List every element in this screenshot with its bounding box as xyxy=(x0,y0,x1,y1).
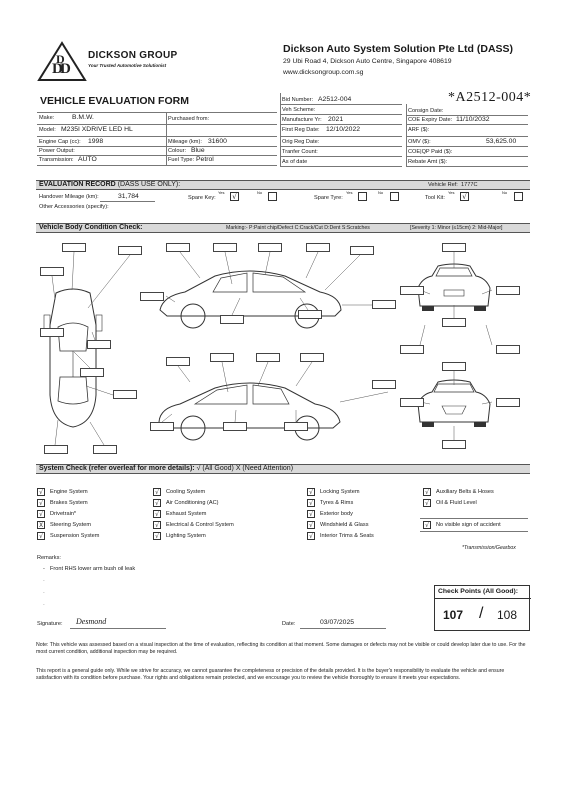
damage-box[interactable] xyxy=(496,345,520,354)
steering-system-checkbox[interactable]: X xyxy=(38,522,44,529)
spare-key-yes-checkbox[interactable]: √ xyxy=(230,192,239,201)
drivetrain-label: Drivetrain* xyxy=(50,511,77,517)
exterior-body-label: Exterior body xyxy=(320,511,353,517)
air-conditioning-label: Air Conditioning (AC) xyxy=(166,500,219,506)
fuel-label: Fuel Type: xyxy=(168,157,195,163)
check-points-good: 107 xyxy=(443,608,464,622)
check-points-total: 108 xyxy=(497,608,518,622)
bid-value: A2512-004 xyxy=(318,96,352,103)
damage-box[interactable] xyxy=(258,243,282,252)
grid-line xyxy=(420,518,528,519)
damage-box[interactable] xyxy=(256,353,280,362)
colour-value: Blue xyxy=(191,147,205,154)
interior-trims-label: Interior Trims & Seats xyxy=(320,533,374,539)
damage-box[interactable] xyxy=(496,398,520,407)
tool-kit-no-label: No xyxy=(502,190,508,195)
damage-box[interactable] xyxy=(118,246,142,255)
damage-box[interactable] xyxy=(442,362,466,371)
suspension-system-label: Suspension System xyxy=(50,533,100,539)
coe-expiry-value: 11/10/2032 xyxy=(456,116,490,123)
as-of-label: As of date xyxy=(282,159,308,165)
make-value: B.M.W. xyxy=(72,114,94,121)
date-value: 03/07/2025 xyxy=(320,619,355,626)
company-address: 29 Ubi Road 4, Dickson Auto Centre, Singapore 408619 xyxy=(283,58,452,65)
damage-box[interactable] xyxy=(40,267,64,276)
electrical-system-checkbox[interactable]: √ xyxy=(153,521,161,529)
bid-label: Bid Number: xyxy=(282,97,314,103)
damage-box[interactable] xyxy=(223,422,247,431)
damage-box[interactable] xyxy=(372,380,396,389)
brakes-system-checkbox[interactable]: √ xyxy=(37,499,45,507)
orig-reg-label: Orig Reg Date: xyxy=(282,139,320,145)
damage-box[interactable] xyxy=(442,440,466,449)
damage-box[interactable] xyxy=(93,445,117,454)
damage-box[interactable] xyxy=(150,422,174,431)
oil-fluid-checkbox[interactable]: √ xyxy=(423,499,431,507)
company-name: Dickson Auto System Solution Pte Ltd (DASS) xyxy=(283,43,514,55)
damage-box[interactable] xyxy=(350,246,374,255)
system-check-title: System Check (refer overleaf for more details): √ (All Good) X (Need Attention) xyxy=(39,465,294,472)
company-website: www.dicksongroup.com.sg xyxy=(283,69,364,76)
spare-tyre-label: Spare Tyre: xyxy=(314,195,343,201)
signature-line xyxy=(70,628,166,629)
transfer-label: Tranfer Count: xyxy=(282,149,318,155)
damage-box[interactable] xyxy=(300,353,324,362)
brakes-system-label: Brakes System xyxy=(50,500,88,506)
spare-tyre-yes-label: Yes xyxy=(346,190,353,195)
spare-key-no-label: No xyxy=(257,190,263,195)
first-reg-label: First Reg Date: xyxy=(282,127,320,133)
damage-box[interactable] xyxy=(80,368,104,377)
damage-box[interactable] xyxy=(140,292,164,301)
disclaimer-note-1: Note: This vehicle was assessed based on a visual inspection at the time of evaluation, reflecting its condition at that moment. Some damages or defects may not be visible or could develop later due to use. For the most current condition, additional inspection may be required. xyxy=(36,642,526,656)
steering-system-label: Steering System xyxy=(50,522,92,528)
system-check-footnote: *Transmission/Gearbox xyxy=(462,545,516,551)
damage-box[interactable] xyxy=(298,310,322,319)
damage-box[interactable] xyxy=(220,315,244,324)
damage-box[interactable] xyxy=(113,390,137,399)
mileage-label: Mileage (km): xyxy=(168,139,202,145)
spare-tyre-no-label: No xyxy=(378,190,384,195)
locking-system-label: Locking System xyxy=(320,489,360,495)
remarks-label: Remarks: xyxy=(37,555,61,561)
electrical-system-label: Electrical & Control System xyxy=(166,522,234,528)
brand-name: DICKSON GROUP xyxy=(88,50,178,61)
omv-label: OMV ($): xyxy=(408,139,431,145)
damage-box[interactable] xyxy=(166,357,190,366)
damage-box[interactable] xyxy=(442,243,466,252)
coe-expiry-label: COE Expiry Date: xyxy=(408,117,453,123)
tyres-rims-checkbox[interactable]: √ xyxy=(307,499,315,507)
handwritten-ref: *A2512-004* xyxy=(448,90,532,105)
coe-qp-label: COE|QP Paid ($): xyxy=(408,149,453,155)
remarks-bullet: - xyxy=(43,590,45,596)
check-points-slash: / xyxy=(479,605,484,622)
handover-label: Handover Mileage (km): xyxy=(39,194,99,200)
spare-key-yes-label: Yes xyxy=(218,190,225,195)
windshield-glass-label: Windshield & Glass xyxy=(320,522,369,528)
brand-tagline: Your Trusted Automotive Solutionist xyxy=(88,63,167,68)
check-points-label: Check Points (All Good): xyxy=(438,588,519,595)
manufacture-label: Manufacture Yr: xyxy=(282,117,322,123)
auxiliary-belts-checkbox[interactable]: √ xyxy=(423,488,431,496)
lighting-system-label: Lighting System xyxy=(166,533,206,539)
veh-scheme-label: Veh Scheme: xyxy=(282,107,316,113)
power-label: Power Output: xyxy=(39,148,75,154)
handover-value: 31,784 xyxy=(118,193,139,200)
make-label: Make: xyxy=(39,115,55,121)
mileage-value: 31600 xyxy=(208,138,227,145)
date-line xyxy=(300,628,386,629)
body-check-severity: [Severity 1: Minor (≤15cm) 2: Mid-Major] xyxy=(410,225,503,231)
tyres-rims-label: Tyres & Rims xyxy=(320,500,354,506)
remarks-bullet: - xyxy=(43,602,45,608)
windshield-glass-checkbox[interactable]: √ xyxy=(307,521,315,529)
date-label: Date: xyxy=(282,621,296,627)
disclaimer-note-2: This report is a general guide only. While we strive for accuracy, we cannot guarantee the completeness or precision of the details provided. It is the buyer's responsibility to evaluate the vehicle and ensure satisfaction with its condition before purchase. Your rights and obligations remain protected, and we encourage you to review the vehicle thoroughly to ensure it meets your expectations. xyxy=(36,668,505,682)
first-reg-value: 12/10/2022 xyxy=(326,126,361,133)
engine-system-checkbox[interactable]: √ xyxy=(37,488,45,496)
svg-text:D: D xyxy=(60,61,71,77)
damage-box[interactable] xyxy=(213,243,237,252)
other-accessories-label: Other Accessories (specify): xyxy=(39,204,109,210)
damage-box[interactable] xyxy=(306,243,330,252)
manufacture-value: 2021 xyxy=(328,116,344,123)
air-conditioning-checkbox[interactable]: √ xyxy=(153,499,161,507)
arf-label: ARF ($): xyxy=(408,127,430,133)
auxiliary-belts-label: Auxiliary Belts & Hoses xyxy=(436,489,494,495)
drivetrain-checkbox[interactable]: √ xyxy=(37,510,45,518)
interior-trims-checkbox[interactable]: √ xyxy=(307,532,315,540)
cooling-system-label: Cooling System xyxy=(166,489,206,495)
damage-box[interactable] xyxy=(62,243,86,252)
body-check-title: Vehicle Body Condition Check: xyxy=(39,224,143,231)
model-label: Model: xyxy=(39,127,56,133)
cooling-system-checkbox[interactable]: √ xyxy=(153,488,161,496)
engine-label: Engine Cap (cc): xyxy=(39,139,81,145)
evaluation-title: EVALUATION RECORD (DASS USE ONLY): xyxy=(39,181,181,188)
vehicle-ref-value: 1777C xyxy=(461,182,478,188)
signature-value: Desmond xyxy=(76,617,107,626)
exhaust-system-label: Exhaust System xyxy=(166,511,207,517)
no-accident-label: No visible sign of accident xyxy=(436,522,501,528)
spare-key-label: Spare Key: xyxy=(188,195,216,201)
rebate-label: Rebate Amt ($): xyxy=(408,159,448,165)
damage-box[interactable] xyxy=(442,318,466,327)
body-check-marking: Marking:- P:Paint chip/Defect C:Crack/Cut D:Dent S:Scratches xyxy=(226,225,370,231)
signature-label: Signature: xyxy=(37,621,63,627)
damage-box[interactable] xyxy=(40,328,64,337)
lighting-system-checkbox[interactable]: √ xyxy=(153,532,161,540)
check-points-box xyxy=(434,585,530,631)
exhaust-system-checkbox[interactable]: √ xyxy=(153,510,161,518)
remarks-bullet: - xyxy=(43,566,45,572)
engine-value: 1998 xyxy=(88,138,104,145)
form-title: VEHICLE EVALUATION FORM xyxy=(40,95,189,107)
transmission-value: AUTO xyxy=(78,156,97,163)
svg-text:D: D xyxy=(52,61,63,77)
transmission-label: Transmission: xyxy=(39,157,74,163)
damage-box[interactable] xyxy=(166,243,190,252)
engine-system-label: Engine System xyxy=(50,489,88,495)
locking-system-checkbox[interactable]: √ xyxy=(307,488,315,496)
remarks-line-1: Front RHS lower arm bush oil leak xyxy=(50,566,136,572)
damage-box[interactable] xyxy=(400,398,424,407)
model-value: M235I XDRIVE LED HL xyxy=(61,126,133,133)
suspension-system-checkbox[interactable]: √ xyxy=(37,532,45,540)
tool-kit-yes-label: Yes xyxy=(448,190,455,195)
svg-text:D: D xyxy=(56,52,65,66)
consign-label: Consign Date: xyxy=(408,108,444,114)
tool-kit-yes-checkbox[interactable]: √ xyxy=(460,192,469,201)
remarks-bullet: - xyxy=(43,578,45,584)
damage-box[interactable] xyxy=(400,286,424,295)
no-accident-checkbox[interactable]: √ xyxy=(423,521,431,529)
exterior-body-checkbox[interactable]: √ xyxy=(307,510,315,518)
tool-kit-label: Tool Kit: xyxy=(425,195,445,201)
damage-box[interactable] xyxy=(400,345,424,354)
vehicle-ref-label: Vehicle Ref: xyxy=(428,182,458,188)
oil-fluid-label: Oil & Fluid Level xyxy=(436,500,477,506)
damage-box[interactable] xyxy=(284,422,308,431)
colour-label: Colour: xyxy=(168,148,187,154)
damage-box[interactable] xyxy=(44,445,68,454)
grid-line xyxy=(420,531,528,532)
damage-box[interactable] xyxy=(87,340,111,349)
fuel-value: Petrol xyxy=(196,156,214,163)
omv-value: 53,625.00 xyxy=(486,138,517,145)
damage-box[interactable] xyxy=(496,286,520,295)
purchased-label: Purchased from: xyxy=(168,116,210,122)
damage-box[interactable] xyxy=(372,300,396,309)
damage-box[interactable] xyxy=(210,353,234,362)
